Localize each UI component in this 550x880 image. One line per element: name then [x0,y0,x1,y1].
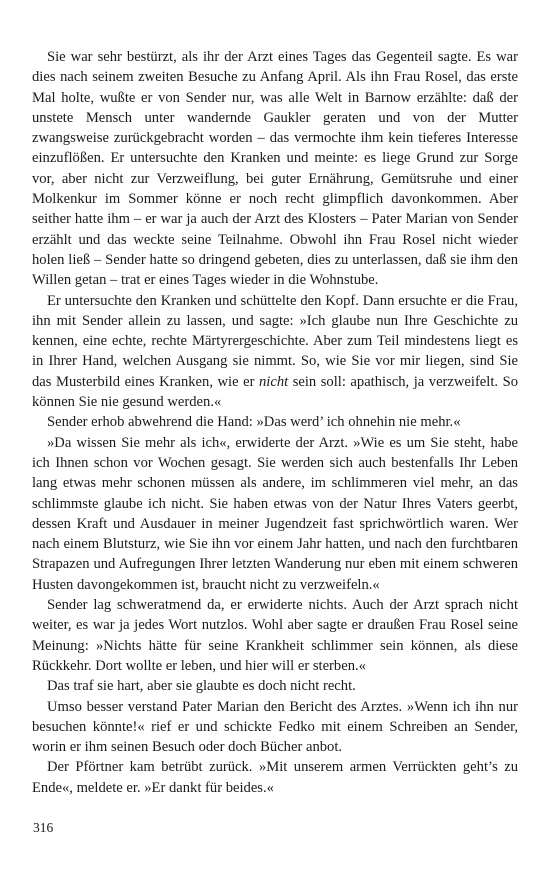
paragraph-3 [32,412,518,432]
paragraph-1-text: Sie war sehr bestürzt, als ihr der Arzt eines Tages das Gegenteil sagte. Es war dies nach seinem zweiten Besuche zu Anfang April. Als ihn Frau Rosel, das erste Mal holte, wußte er von Sender nur, was alle Welt in Barnow erzählte: daß der unstete Mensch unter wandernde Gaukler geraten und von der Mutter zwangsweise zurückgebracht worden – das vermochte ihm kein tieferes Interesse einzuflößen. Er untersuchte den Kranken und meinte: es liege Grund zur Sorge vor, aber nicht zur Verzweiflung, bei guter Ernährung, Gemütsruhe und einer Molkenkur im Sommer könne er noch recht glimpflich davonkommen. Aber seither hatte ihm – er war ja auch der Arzt des Klosters – Pater Marian von Sender erzählt und das weckte seine Teilnahme. Obwohl ihn Frau Rosel nicht wieder holen ließ – Sender hatte so dringend gebeten, dies zu unterlassen, daß sie ihm den Willen getan – trat er eines Tages wieder in die Wohnstube. [32,49,518,289]
paragraph-5-text: Sender lag schweratmend da, er erwiderte nichts. Auch der Arzt sprach nicht weiter, es war ja jedes Wort nutzlos. Wohl aber sagte er draußen Frau Rosel seine Meinung: »Nichts hätte für seine Krankheit schlimmer sein können, als diese Rückkehr. Dort wollte er leben, und hier will er sterben.« [32,597,518,674]
paragraph-6 [32,676,518,696]
paragraph-7 [32,697,518,758]
paragraph-2 [32,291,518,413]
paragraph-6-text: Das traf sie hart, aber sie glaubte es doch nicht recht. [47,678,356,695]
page-number: 316 [33,820,54,835]
paragraph-3-text: Sender erhob abwehrend die Hand: »Das werd’ ich ohnehin nie mehr.« [47,414,461,431]
paragraph-2-text-a: Er untersuchte den Kranken und schüttelte den Kopf. Dann ersuchte er die Frau, ihn mit Sender allein zu lassen, und sagte: »Ich glaube nun Ihre Geschichte zu kennen, eine echte, rechte Märtyrergeschichte. Aber zum Teil mindestens liegt es in Ihrer Hand, welchen Ausgang sie nimmt. So, wie Sie vor mir liegen, sind Sie das Musterbild eines Kranken, wie er [32,292,518,390]
paragraph-2-text-b: sein soll: apathisch, ja verzweifelt. So können Sie nie gesund werden.« [32,373,518,411]
paragraph-2-emphasis: nicht [258,373,289,390]
paragraph-8 [32,757,518,798]
paragraph-1 [32,47,518,291]
body-text [32,47,518,798]
paragraph-8-text: Der Pförtner kam betrübt zurück. »Mit unserem armen Verrückten geht’s zu Ende«, meldete er. »Er dankt für beides.« [32,759,518,796]
paragraph-7-text: Umso besser verstand Pater Marian den Bericht des Arztes. »Wenn ich ihn nur besuchen könnte!« rief er und schickte Fedko mit einem Schreiben an Sender, worin er ihm seinen Besuch oder doch Bücher anbot. [32,698,518,756]
paragraph-4-text: »Da wissen Sie mehr als ich«, erwiderte der Arzt. »Wie es um Sie steht, habe ich Ihnen schon vor Wochen gesagt. Sie werden sich auch bestenfalls Ihr Leben lang etwas mehr schonen müssen als andere, im schlimmeren viel mehr, an das schlimmste glaube ich nicht. Sie haben etwas von der Natur Ihres Vaters geerbt, dessen Kraft und Ausdauer in meiner Jugendzeit fast sprichwörtlich waren. Wer nach einem Blutsturz, wie Sie ihn vor einem Jahr hatten, und nach den furchtbaren Strapazen und Aufregungen Ihrer letzten Wanderung nur eben mit einem schweren Husten davongekommen ist, braucht nicht zu verzweifeln.« [32,434,518,593]
paragraph-5 [32,595,518,676]
paragraph-4 [32,433,518,595]
